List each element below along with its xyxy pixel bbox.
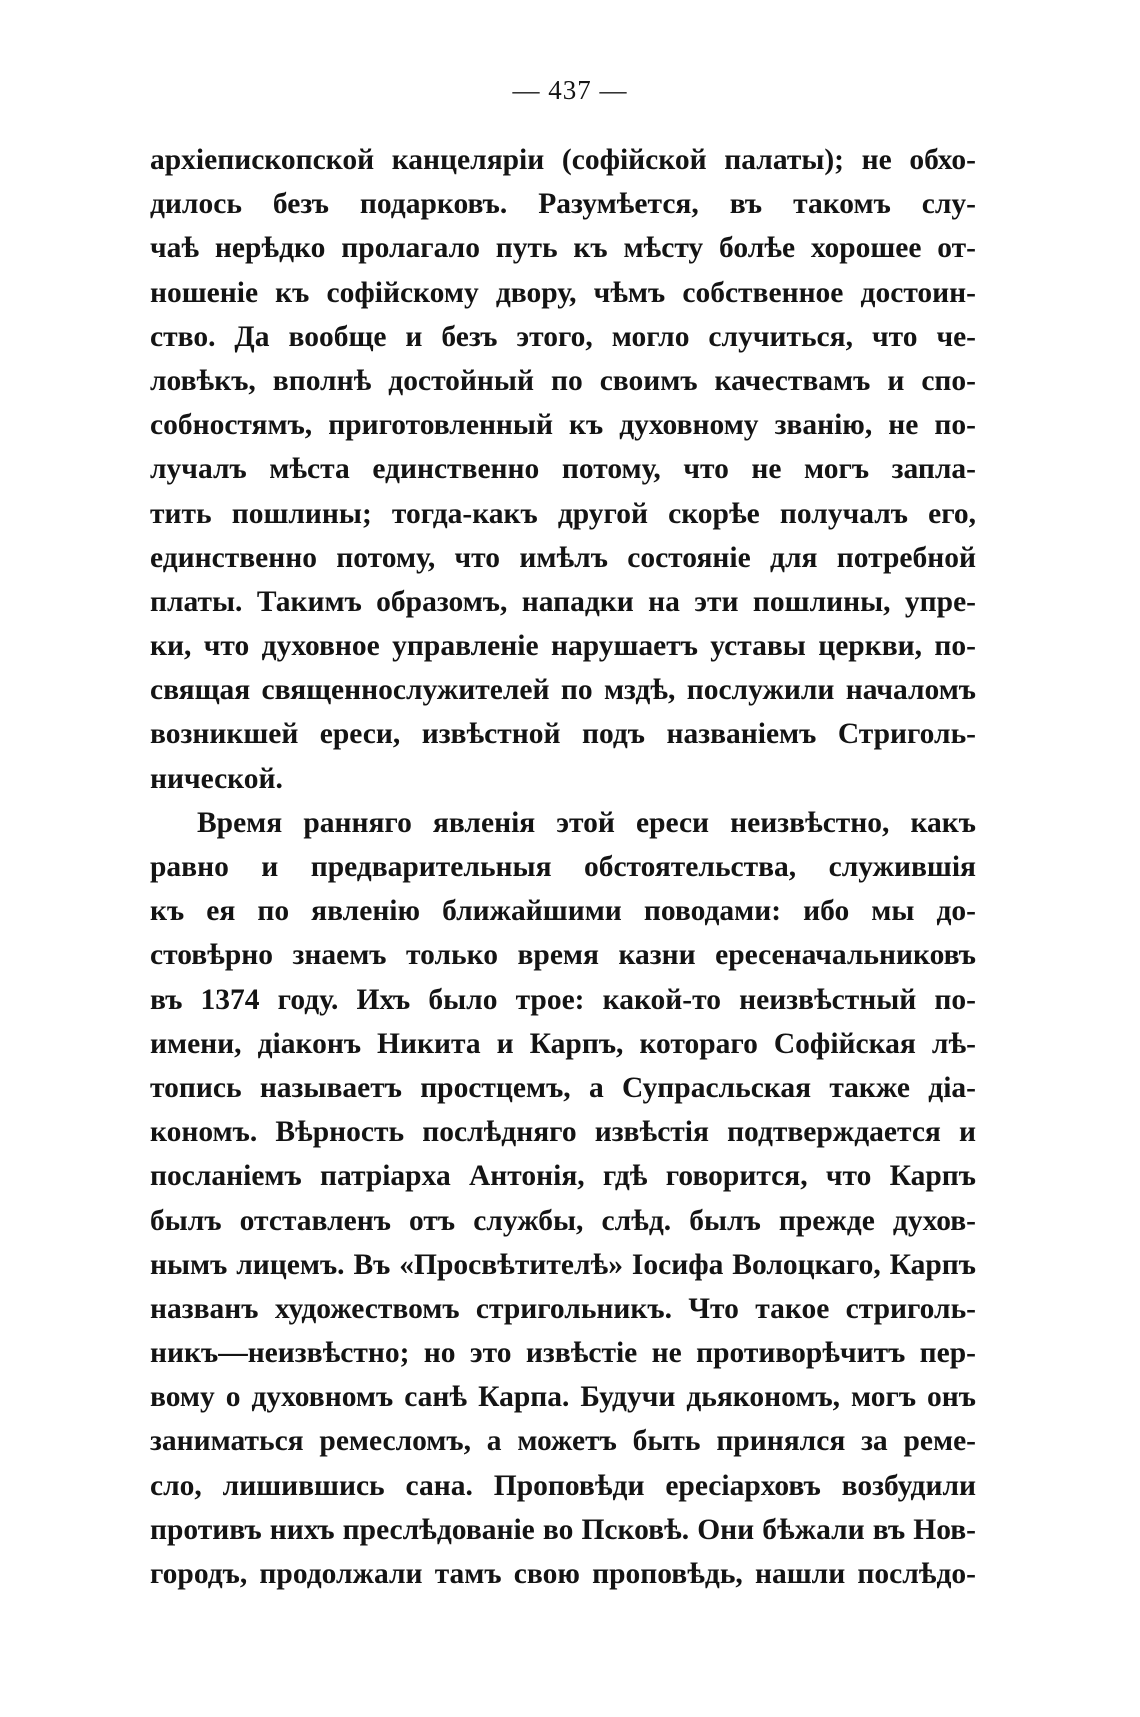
text-line: платы. Такимъ образомъ, нападки на эти пошлины, упре- [150, 585, 976, 618]
text-line: противъ нихъ преслѣдованіе во Псковѣ. Они бѣжали въ Нов- [150, 1513, 976, 1546]
text-line: равно и предварительныя обстоятельства, служившія [150, 851, 976, 883]
text-line: топись называетъ простцемъ, а Супрасльская также діа- [150, 1071, 976, 1104]
text-line: никъ—неизвѣстно; но это извѣстіе не противорѣчитъ пер- [150, 1337, 976, 1370]
text-line: городъ, продолжали тамъ свою проповѣдь, нашли послѣдо- [150, 1558, 976, 1590]
text-line: дилось безъ подарковъ. Разумѣется, въ такомъ слу- [150, 188, 976, 221]
text-line: ство. Да вообще и безъ этого, могло случиться, что че- [150, 320, 976, 353]
paragraph-1 [150, 138, 976, 801]
text-line: заниматься ремесломъ, а можетъ быть принялся за реме- [150, 1425, 976, 1458]
text-line: собностямъ, приготовленный къ духовному званію, не по- [150, 409, 976, 442]
text-line: возникшей ереси, извѣстной подъ названіемъ Стриголь- [150, 718, 976, 751]
text-line: имени, діаконъ Никита и Карпъ, котораго Софійская лѣ- [150, 1027, 976, 1060]
text-line: чаѣ нерѣдко пролагало путь къ мѣсту болѣе хорошее от- [150, 232, 976, 265]
text-line: тить пошлины; тогда-какъ другой скорѣе получалъ его, [150, 497, 976, 530]
text-line: Время ранняго явленія этой ереси неизвѣстно, какъ [197, 806, 976, 839]
text-line: былъ отставленъ отъ службы, слѣд. былъ прежде духов- [150, 1204, 976, 1237]
text-line: нической. [150, 762, 283, 795]
text-line: единственно потому, что имѣлъ состояніе для потребной [150, 541, 976, 574]
text-line: ношеніе къ софійскому двору, чѣмъ собственное достоин- [150, 276, 976, 309]
text-line: сло, лишившись сана. Проповѣди ересіарховъ возбудили [150, 1469, 976, 1502]
text-line: вому о духовномъ санѣ Карпа. Будучи дьякономъ, могъ онъ [150, 1381, 976, 1414]
text-line: названъ художествомъ стригольникъ. Что такое стриголь- [150, 1292, 976, 1325]
text-line: архіепископской канцеляріи (софійской палаты); не обхо- [150, 144, 976, 176]
text-line: стовѣрно знаемъ только время казни ересеначальниковъ [150, 939, 976, 972]
text-line: ловѣкъ, вполнѣ достойный по своимъ качествамъ и спо- [150, 364, 976, 397]
body-text [150, 138, 976, 1596]
paragraph-2 [150, 801, 976, 1596]
text-line: къ ея по явленію ближайшими поводами: ибо мы до- [150, 895, 976, 928]
text-line: лучалъ мѣста единственно потому, что не могъ запла- [150, 453, 976, 486]
page-number: — 437 — [512, 75, 628, 105]
text-line: въ 1374 году. Ихъ было трое: какой-то неизвѣстный по- [150, 983, 976, 1016]
text-line: ки, что духовное управленіе нарушаетъ уставы церкви, по- [150, 630, 976, 663]
text-line: посланіемъ патріарха Антонія, гдѣ говорится, что Карпъ [150, 1160, 976, 1193]
text-line: свящая священнослужителей по мздѣ, послужили началомъ [150, 674, 976, 707]
text-line: кономъ. Вѣрность послѣдняго извѣстія подтверждается и [150, 1116, 976, 1149]
text-line: нымъ лицемъ. Въ «Просвѣтителѣ» Іосифа Волоцкаго, Карпъ [150, 1248, 976, 1281]
